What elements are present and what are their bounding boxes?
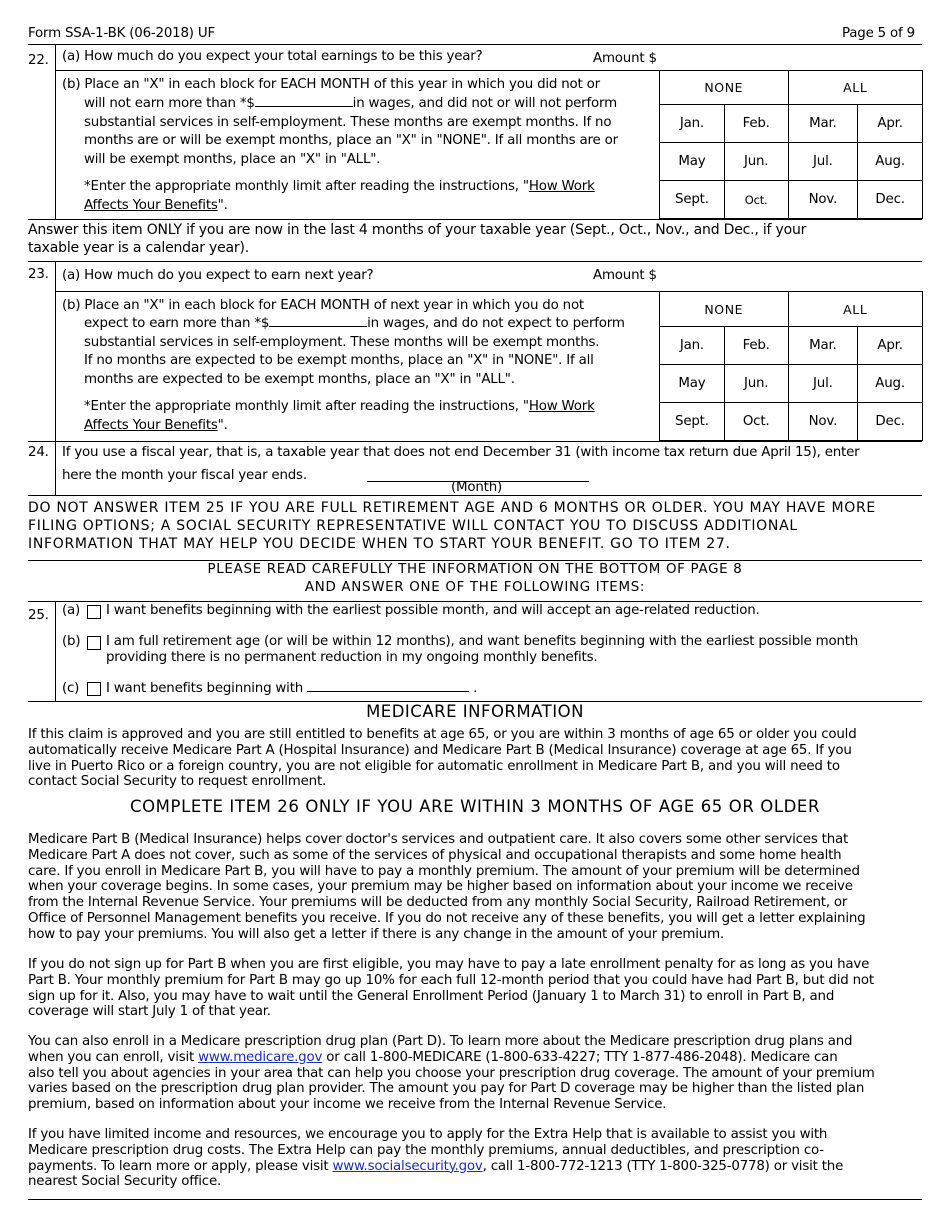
how-work-affects-link[interactable]: How Work <box>528 399 595 414</box>
option-b-checkbox[interactable] <box>87 636 101 650</box>
note-text: *Enter the appropriate monthly limit after reading the instructions, " <box>84 399 529 414</box>
paragraph-line: automatically receive Medicare Part A (Hospital Insurance) and Medicare Part B (Medical Insurance) coverage at age 65. If you <box>28 742 852 758</box>
paragraph-line: how to pay your premiums. You will also get a letter if there is any change in the amount of your premium. <box>28 926 724 942</box>
paragraph-line: Medicare Part B (Medical Insurance) helps cover doctor's services and outpatient care. It also covers some other services that <box>28 832 849 847</box>
divider <box>28 261 922 262</box>
item-22b-line: will be exempt months, place an "X" in "ALL". <box>84 152 381 167</box>
month-box[interactable]: May <box>660 143 725 181</box>
item-24-text: If you use a fiscal year, that is, a taxable year that does not end December 31 (with income tax return due April 15), enter <box>62 445 860 460</box>
option-label: (c) <box>62 681 80 696</box>
item-23a-amount-input[interactable] <box>663 264 921 288</box>
divider <box>28 441 922 442</box>
paragraph-line: Office of Personnel Management benefits you receive. If you do not receive any of these benefits, you will get a letter explaining <box>28 910 866 926</box>
month-box[interactable]: Jun. <box>724 143 788 181</box>
paragraph-line: Medicare prescription drug costs. The Extra Help can pay the monthly premiums, annual deductibles, and prescription co- <box>28 1142 824 1158</box>
month-box[interactable]: Dec. <box>858 403 923 441</box>
how-work-affects-link[interactable]: Affects Your Benefits <box>84 198 218 213</box>
month-box[interactable]: Sept. <box>660 403 725 441</box>
note-text: ". <box>217 198 228 213</box>
item-23b-line: (b) Place an "X" in each block for EACH MONTH of next year in which you do not <box>62 298 584 313</box>
divider <box>55 441 56 495</box>
item-22a-label: (a) How much do you expect your total earnings to be this year? <box>62 49 483 64</box>
paragraph-line: also tell you about agencies in your area that can help you choose your prescription drug coverage. The amount of your premium <box>28 1065 875 1081</box>
month-box[interactable]: Jun. <box>724 365 788 403</box>
medicare-heading: MEDICARE INFORMATION <box>366 702 584 721</box>
medicare-gov-link[interactable]: www.medicare.gov <box>198 1049 323 1065</box>
item-23b-line: If no months are expected to be exempt months, place an "X" in "NONE". If all <box>84 353 594 368</box>
medicare-para-4 <box>28 1127 843 1190</box>
item-22b-line-text: in wages, and did not or will not perform <box>352 96 617 111</box>
please-read-heading: AND ANSWER ONE OF THE FOLLOWING ITEMS: <box>304 580 646 595</box>
paragraph-line <box>28 1159 843 1175</box>
divider <box>55 601 56 701</box>
item-23b-line <box>84 315 625 333</box>
socialsecurity-gov-link[interactable]: www.socialsecurity.gov <box>332 1158 483 1174</box>
item-22b-line <box>84 95 617 113</box>
answer-only-note: taxable year is a calendar year). <box>28 240 249 256</box>
month-box[interactable]: Mar. <box>788 105 858 143</box>
item-22-note <box>84 197 228 215</box>
option-c-month-input[interactable] <box>307 680 469 692</box>
item-23a-label: (a) How much do you expect to earn next year? <box>62 268 374 283</box>
paragraph-line: varies based on the prescription drug plan provider. The amount you pay for Part D coverage may be higher than the listed plan <box>28 1081 865 1097</box>
item-22b-line: substantial services in self-employment. These months are exempt months. If no <box>84 115 612 130</box>
item-26-heading: COMPLETE ITEM 26 ONLY IF YOU ARE WITHIN 3 MONTHS OF AGE 65 OR OLDER <box>129 797 821 816</box>
item-number: 22. <box>28 53 49 68</box>
item-22b-line: (b) Place an "X" in each block for EACH MONTH of this year in which you did not or <box>62 77 600 92</box>
paragraph-text: when you can enroll, visit <box>28 1049 199 1065</box>
medicare-para-2 <box>28 957 874 1020</box>
month-box[interactable]: Apr. <box>858 105 923 143</box>
paragraph-line: coverage will start July 1 of that year. <box>28 1004 271 1020</box>
month-box[interactable]: May <box>660 365 725 403</box>
paragraph-line: when your coverage begins. In some cases, your premium may be higher based on information about your income we receive <box>28 879 853 895</box>
paragraph-line: nearest Social Security office. <box>28 1174 222 1190</box>
paragraph-line <box>28 1050 875 1066</box>
option-b-text: I am full retirement age (or will be within 12 months), and want benefits beginning with the earliest possible month <box>106 634 859 649</box>
item-23b-line-text: in wages, and do not expect to perform <box>367 316 625 331</box>
paragraph-line: If you do not sign up for Part B when you are first eligible, you may have to pay a late enrollment penalty for as long as you have <box>28 957 870 972</box>
paragraph-text: or call 1-800-MEDICARE (1-800-633-4227; TTY 1-877-486-2048). Medicare can <box>322 1049 838 1065</box>
month-box[interactable]: Sept. <box>660 181 725 219</box>
item-23b-line: months are expected to be exempt months, place an "X" in "ALL". <box>84 372 515 387</box>
month-box[interactable]: Apr. <box>858 327 923 365</box>
all-box[interactable]: ALL <box>788 292 922 327</box>
month-box[interactable]: Jul. <box>788 143 858 181</box>
divider <box>28 495 922 496</box>
item-23-note <box>84 417 228 435</box>
item-number: 23. <box>28 267 49 282</box>
month-box[interactable]: Jan. <box>660 105 725 143</box>
how-work-affects-link[interactable]: How Work <box>528 179 595 194</box>
paragraph-line: If this claim is approved and you are still entitled to benefits at age 65, or you are within 3 months of age 65 or older you could <box>28 727 857 742</box>
option-b-text: providing there is no permanent reduction in my ongoing monthly benefits. <box>106 650 598 665</box>
item-24-text: here the month your fiscal year ends. <box>62 468 307 483</box>
month-box[interactable]: Aug. <box>858 365 923 403</box>
option-a-checkbox[interactable] <box>87 605 101 619</box>
item-number: 24. <box>28 445 49 460</box>
answer-only-note: Answer this item ONLY if you are now in the last 4 months of your taxable year (Sept., Oct., Nov., and Dec., if your <box>28 222 807 238</box>
month-box[interactable]: Feb. <box>724 327 788 365</box>
item-22b-line: months are or will be exempt months, place an "X" in "NONE". If all months are or <box>84 133 618 148</box>
divider <box>28 1199 922 1200</box>
divider <box>28 44 922 45</box>
item-23-month-grid <box>659 291 923 441</box>
none-box[interactable]: NONE <box>660 71 789 105</box>
item-22b-line-text: will not earn more than *$ <box>84 96 255 111</box>
option-c-text <box>106 680 477 698</box>
paragraph-line: live in Puerto Rico or a foreign country, you are not eligible for automatic enrollment in Medicare Part B, and you will need to <box>28 758 840 774</box>
month-box[interactable]: Jul. <box>788 365 858 403</box>
month-box[interactable]: Oct. <box>724 403 788 441</box>
month-box[interactable]: Nov. <box>788 181 858 219</box>
item-22a-amount-input[interactable] <box>663 46 921 68</box>
do-not-answer-notice: INFORMATION THAT MAY HELP YOU DECIDE WHEN TO START YOUR BENEFIT. GO TO ITEM 27. <box>28 536 731 552</box>
item-23b-line: substantial services in self-employment. These months will be exempt months. <box>84 335 600 350</box>
medicare-intro <box>28 727 857 790</box>
item-22-note <box>84 178 595 196</box>
month-box[interactable]: Aug. <box>858 143 923 181</box>
do-not-answer-notice: FILING OPTIONS; A SOCIAL SECURITY REPRESENTATIVE WILL CONTACT YOU TO DISCUSS ADDITIONAL <box>28 518 798 534</box>
paragraph-line: Medicare Part A does not cover, such as some of the services of physical and occupational therapists and some home health <box>28 847 842 863</box>
month-box[interactable]: Feb. <box>724 105 788 143</box>
paragraph-text: , call 1-800-772-1213 (TTY 1-800-325-0778) or visit the <box>482 1158 844 1174</box>
medicare-para-3 <box>28 1034 875 1113</box>
month-box[interactable]: Jan. <box>660 327 725 365</box>
item-23-note <box>84 398 595 416</box>
paragraph-text: payments. To learn more or apply, please visit <box>28 1158 333 1174</box>
note-text: ". <box>217 418 228 433</box>
amount-label: Amount $ <box>593 51 657 66</box>
month-box[interactable]: Mar. <box>788 327 858 365</box>
month-box[interactable]: Nov. <box>788 403 858 441</box>
note-text: *Enter the appropriate monthly limit after reading the instructions, " <box>84 179 529 194</box>
paragraph-line: premium, based on information about your income we receive from the Internal Revenue Service. <box>28 1097 667 1113</box>
option-a-text: I want benefits beginning with the earliest possible month, and will accept an age-related reduction. <box>106 603 760 618</box>
medicare-para-1 <box>28 832 865 943</box>
all-box[interactable]: ALL <box>788 71 922 105</box>
divider <box>55 261 56 441</box>
option-label: (b) <box>62 634 81 649</box>
none-box[interactable]: NONE <box>660 292 789 327</box>
option-c-end: . <box>473 681 478 696</box>
amount-label: Amount $ <box>593 268 657 283</box>
item-22-limit-input[interactable] <box>255 95 353 107</box>
page-number: Page 5 of 9 <box>842 26 915 41</box>
paragraph-line: care. If you enroll in Medicare Part B, you will have to pay a monthly premium. The amount of your premium will be determined <box>28 863 860 879</box>
how-work-affects-link[interactable]: Affects Your Benefits <box>84 418 218 433</box>
item-22-month-grid <box>659 70 923 219</box>
item-23b-line-text: expect to earn more than *$ <box>84 316 270 331</box>
month-box[interactable]: Dec. <box>858 181 923 219</box>
paragraph-line: If you have limited income and resources, we encourage you to apply for the Extra Help that is available to assist you with <box>28 1127 828 1142</box>
paragraph-line: Part B. Your monthly premium for Part B may go up 10% for each full 12-month period that you could have had Part B, but did not <box>28 972 874 988</box>
item-23-limit-input[interactable] <box>269 315 367 327</box>
paragraph-line: contact Social Security to request enrollment. <box>28 774 327 790</box>
please-read-heading: PLEASE READ CAREFULLY THE INFORMATION ON THE BOTTOM OF PAGE 8 <box>207 562 743 577</box>
month-box[interactable]: Oct. <box>724 181 788 219</box>
month-caption: (Month) <box>451 480 503 495</box>
option-c-checkbox[interactable] <box>87 682 101 696</box>
item-number: 25. <box>28 608 49 623</box>
option-label: (a) <box>62 603 81 618</box>
option-c-label: I want benefits beginning with <box>106 681 304 696</box>
form-id: Form SSA-1-BK (06-2018) UF <box>28 26 215 41</box>
divider <box>28 219 922 220</box>
paragraph-line: You can also enroll in a Medicare prescription drug plan (Part D). To learn more about the Medicare prescription drug plans and <box>28 1034 853 1049</box>
do-not-answer-notice: DO NOT ANSWER ITEM 25 IF YOU ARE FULL RETIREMENT AGE AND 6 MONTHS OR OLDER. YOU MAY HAVE MORE <box>28 500 876 516</box>
paragraph-line: sign up for it. Also, you may have to wait until the General Enrollment Period (January 1 to March 31) to enroll in Part B, and <box>28 988 835 1004</box>
paragraph-line: from the Internal Revenue Service. Your premiums will be deducted from any monthly Social Security, Railroad Retirement, or <box>28 895 848 911</box>
